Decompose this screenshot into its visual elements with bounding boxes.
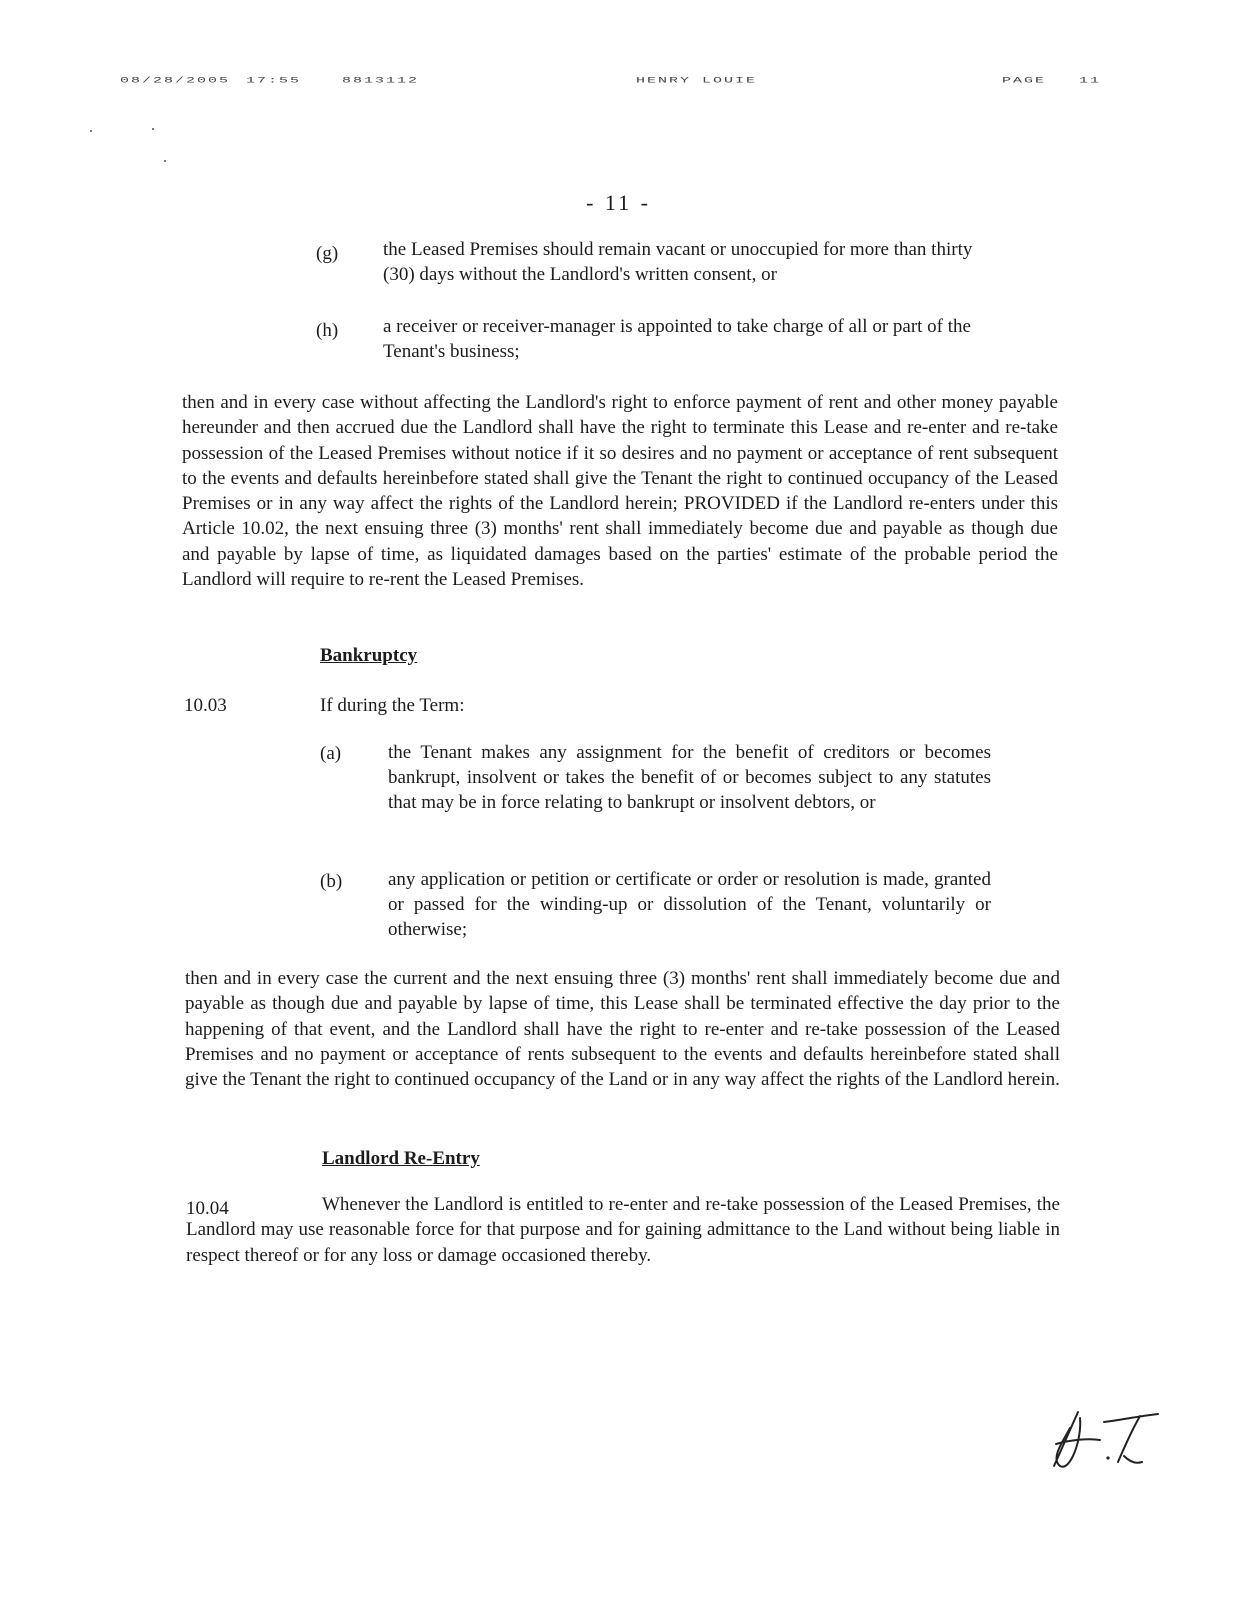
fax-page-number: 11 — [1079, 76, 1102, 86]
item-a-label: (a) — [320, 743, 342, 764]
clause-10-03-intro: If during the Term: — [320, 695, 465, 716]
fax-page-label: PAGE — [1002, 76, 1047, 86]
page-number: - 11 - — [586, 190, 651, 215]
clause-10-04-number: 10.04 — [186, 1198, 229, 1219]
scan-speck — [152, 128, 154, 130]
item-h-text: a receiver or receiver-manager is appointed to take charge of all or part of the Tenant's business; — [383, 316, 971, 362]
fax-number: 8813112 — [342, 76, 420, 86]
handwritten-initials-signature — [1040, 1400, 1170, 1480]
item-h-label: (h) — [316, 320, 339, 341]
item-b-text: any application or petition or certificate or order or resolution is made, granted or passed for the winding-up or dissolution of the Tenant, voluntarily or otherwise; — [388, 869, 991, 940]
fax-sender-name: HENRY LOUIE — [636, 76, 758, 86]
reentry-heading: Landlord Re-Entry — [322, 1148, 480, 1169]
item-g-text: the Leased Premises should remain vacant or unoccupied for more than thirty (30) days without the Landlord's written consent, or — [383, 239, 973, 285]
fax-time: 17:55 — [246, 76, 302, 86]
clause-10-04-paragraph — [186, 1192, 1060, 1268]
clause-10-04-text: Whenever the Landlord is entitled to re-enter and re-take possession of the Leased Premises, the Landlord may use reasonable force for that purpose and for gaining admittance to the Land without being liable in respect thereof or for any loss or damage occasioned thereby. — [186, 1194, 1060, 1266]
bankruptcy-heading: Bankruptcy — [320, 645, 418, 666]
clause-10-03-number: 10.03 — [184, 695, 227, 716]
clause-10-03-paragraph: then and in every case the current and the next ensuing three (3) months' rent shall immediately become due and payable as though due and payable by lapse of time, this Lease shall be terminated effective the day prior to the happening of that event, and the Landlord shall have the right to re-enter and re-take possession of the Leased Premises and no payment or acceptance of rents subsequent to the events and defaults hereinbefore stated shall give the Tenant the right to continued occupancy of the Land or in any way affect the rights of the Landlord herein. — [185, 968, 1060, 1091]
item-g-label: (g) — [316, 243, 339, 264]
scan-speck — [164, 160, 166, 162]
fax-date: 08/28/2005 — [120, 76, 231, 86]
item-a-text: the Tenant makes any assignment for the benefit of creditors or becomes bankrupt, insolvent or takes the benefit of or becomes subject to any statutes that may be in force relating to bankrupt or insolvent debtors, or — [388, 742, 991, 813]
scan-speck — [90, 130, 92, 132]
clause-10-02-paragraph: then and in every case without affecting the Landlord's right to enforce payment of rent and other money payable hereunder and then accrued due the Landlord shall have the right to terminate this Lease and re-enter and re-take possession of the Leased Premises without notice if it so desires and no payment or acceptance of rent subsequent to the events and defaults hereinbefore stated shall give the Tenant the right to continued occupancy of the Leased Premises or in any way affect the rights of the Landlord herein; PROVIDED if the Landlord re-enters under this Article 10.02, the next ensuing three (3) months' rent shall immediately become due and payable as though due and payable by lapse of time, as liquidated damages based on the parties' estimate of the probable period the Landlord will require to re-rent the Leased Premises. — [182, 392, 1058, 591]
fax-page-indicator — [1002, 76, 1101, 85]
item-b-label: (b) — [320, 871, 343, 892]
